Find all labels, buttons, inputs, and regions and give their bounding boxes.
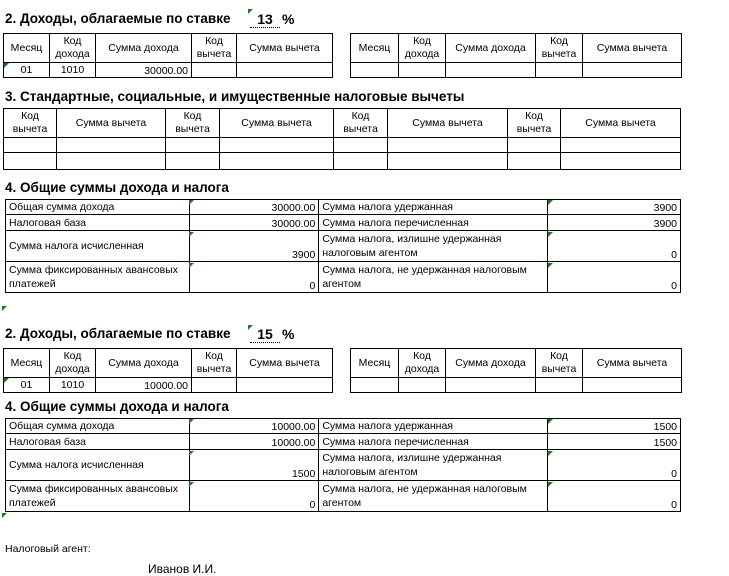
tax-transferred-label: Сумма налога перечисленная	[319, 434, 548, 450]
cell-comment-marker	[548, 200, 553, 205]
cell-comment-marker	[2, 306, 7, 311]
fixed-advance-label: Сумма фиксированных авансовых платежей	[6, 262, 190, 293]
cell-comment-marker	[189, 200, 194, 205]
header-income-code: Код дохода	[399, 349, 446, 378]
header-deduction-sum: Сумма вычета	[237, 349, 333, 378]
cell-income-sum[interactable]: 30000.00	[96, 63, 192, 78]
tax-withheld-label: Сумма налога удержанная	[319, 200, 548, 215]
header-deduction-code: Код вычета	[4, 109, 57, 138]
tax-rate-value[interactable]: 13	[250, 11, 280, 28]
cell-income-sum[interactable]	[446, 378, 536, 393]
cell[interactable]	[166, 138, 220, 153]
tax-withheld-value[interactable]: 3900	[548, 200, 681, 215]
percent-sign: %	[282, 11, 295, 27]
cell-comment-marker	[548, 263, 553, 268]
tax-withheld-value[interactable]: 1500	[548, 419, 681, 434]
fixed-advance-label: Сумма фиксированных авансовых платежей	[6, 481, 190, 512]
fixed-advance-value[interactable]: 0	[190, 262, 319, 293]
tax-not-withheld-value[interactable]: 0	[548, 481, 681, 512]
section-2-title: 2. Доходы, облагаемые по ставке	[5, 11, 231, 26]
cell-comment-marker	[4, 63, 9, 68]
cell-comment-marker	[548, 451, 553, 456]
tax-calculated-label: Сумма налога исчисленная	[6, 231, 190, 262]
cell[interactable]	[57, 138, 166, 153]
cell[interactable]	[220, 153, 334, 170]
cell-comment-marker	[189, 263, 194, 268]
tax-not-withheld-value[interactable]: 0	[548, 262, 681, 293]
header-month: Месяц	[4, 349, 50, 378]
header-month: Месяц	[351, 349, 399, 378]
cell[interactable]	[220, 138, 334, 153]
cell[interactable]	[388, 138, 508, 153]
cell-deduction-sum[interactable]	[583, 378, 682, 393]
cell[interactable]	[4, 138, 57, 153]
cell-comment-marker	[189, 451, 194, 456]
cell-comment-marker	[189, 482, 194, 487]
income-table-right-2	[350, 348, 682, 393]
income-table-right	[350, 33, 682, 78]
header-income-sum: Сумма дохода	[96, 34, 192, 63]
tax-calculated-label: Сумма налога исчисленная	[6, 450, 190, 481]
cell-comment-marker	[548, 482, 553, 487]
tax-overwithheld-label: Сумма налога, излишне удержанная налоговым агентом	[319, 231, 548, 262]
header-deduction-code: Код вычета	[536, 349, 583, 378]
header-deduction-code: Код вычета	[334, 109, 388, 138]
header-deduction-sum: Сумма вычета	[561, 109, 681, 138]
tax-withheld-label: Сумма налога удержанная	[319, 419, 548, 434]
header-income-code: Код дохода	[50, 349, 96, 378]
tax-not-withheld-label: Сумма налога, не удержанная налоговым агентом	[319, 262, 548, 293]
header-income-code: Код дохода	[399, 34, 446, 63]
cell-deduction-code[interactable]	[192, 378, 237, 393]
tax-not-withheld-label: Сумма налога, не удержанная налоговым агентом	[319, 481, 548, 512]
tax-base-label: Налоговая база	[6, 215, 190, 231]
cell[interactable]	[508, 153, 561, 170]
cell-deduction-code[interactable]	[192, 63, 237, 78]
tax-agent-label: Налоговый агент:	[5, 543, 91, 555]
cell-deduction-code[interactable]	[536, 378, 583, 393]
header-deduction-code: Код вычета	[192, 349, 237, 378]
header-deduction-code: Код вычета	[166, 109, 220, 138]
header-deduction-sum: Сумма вычета	[583, 34, 682, 63]
section-2b-title: 2. Доходы, облагаемые по ставке	[5, 326, 231, 341]
header-deduction-sum: Сумма вычета	[237, 34, 333, 63]
income-table-left	[3, 33, 333, 78]
percent-sign: %	[282, 326, 295, 342]
header-income-sum: Сумма дохода	[96, 349, 192, 378]
header-deduction-sum: Сумма вычета	[57, 109, 166, 138]
cell-income-code[interactable]: 1010	[50, 378, 96, 393]
header-month: Месяц	[351, 34, 399, 63]
section-4-title: 4. Общие суммы дохода и налога	[5, 180, 229, 195]
tax-transferred-value[interactable]: 3900	[548, 215, 681, 231]
header-deduction-sum: Сумма вычета	[220, 109, 334, 138]
cell-comment-marker	[548, 419, 553, 424]
cell[interactable]	[561, 153, 681, 170]
tax-base-value[interactable]: 10000.00	[190, 434, 319, 450]
totals-table-2	[5, 418, 681, 512]
cell-deduction-sum[interactable]	[583, 63, 682, 78]
signer-name: Иванов И.И.	[148, 562, 217, 576]
total-income-label: Общая сумма дохода	[6, 419, 190, 434]
tax-calculated-value[interactable]: 1500	[190, 450, 319, 481]
cell-income-sum[interactable]	[446, 63, 536, 78]
header-deduction-sum: Сумма вычета	[583, 349, 682, 378]
tax-overwithheld-value[interactable]: 0	[548, 450, 681, 481]
tax-overwithheld-value[interactable]: 0	[548, 231, 681, 262]
section-3-title: 3. Стандартные, социальные, и имущественные налоговые вычеты	[5, 89, 465, 104]
cell-month[interactable]	[351, 63, 399, 78]
cell-comment-marker	[2, 513, 7, 518]
tax-transferred-label: Сумма налога перечисленная	[319, 215, 548, 231]
total-income-value[interactable]: 10000.00	[190, 419, 319, 434]
cell[interactable]	[4, 153, 57, 170]
header-month: Месяц	[4, 34, 50, 63]
tax-base-value[interactable]: 30000.00	[190, 215, 319, 231]
total-income-label: Общая сумма дохода	[6, 200, 190, 215]
deductions-table	[3, 108, 681, 170]
header-income-code: Код дохода	[50, 34, 96, 63]
cell-income-code[interactable]	[399, 378, 446, 393]
header-deduction-code: Код вычета	[536, 34, 583, 63]
cell-comment-marker	[189, 232, 194, 237]
cell-deduction-code[interactable]	[536, 63, 583, 78]
fixed-advance-value[interactable]: 0	[190, 481, 319, 512]
header-income-sum: Сумма дохода	[446, 349, 536, 378]
cell[interactable]	[334, 138, 388, 153]
cell-comment-marker	[4, 378, 9, 383]
section-4b-title: 4. Общие суммы дохода и налога	[5, 399, 229, 414]
cell[interactable]	[166, 153, 220, 170]
cell-deduction-sum[interactable]	[237, 63, 333, 78]
cell[interactable]	[334, 153, 388, 170]
tax-transferred-value[interactable]: 1500	[548, 434, 681, 450]
cell-income-code[interactable]	[399, 63, 446, 78]
tax-calculated-value[interactable]: 3900	[190, 231, 319, 262]
cell-month[interactable]: 01	[4, 63, 50, 78]
total-income-value[interactable]: 30000.00	[190, 200, 319, 215]
cell-income-sum[interactable]: 10000.00	[96, 378, 192, 393]
cell-income-code[interactable]: 1010	[50, 63, 96, 78]
cell[interactable]	[561, 138, 681, 153]
header-deduction-code: Код вычета	[192, 34, 237, 63]
income-table-left-2	[3, 348, 333, 393]
cell-comment-marker	[548, 232, 553, 237]
cell[interactable]	[388, 153, 508, 170]
cell-deduction-sum[interactable]	[237, 378, 333, 393]
cell-month[interactable]: 01	[4, 378, 50, 393]
tax-overwithheld-label: Сумма налога, излишне удержанная налоговым агентом	[319, 450, 548, 481]
header-deduction-sum: Сумма вычета	[388, 109, 508, 138]
cell[interactable]	[508, 138, 561, 153]
header-income-sum: Сумма дохода	[446, 34, 536, 63]
cell[interactable]	[57, 153, 166, 170]
cell-comment-marker	[189, 419, 194, 424]
cell-month[interactable]	[351, 378, 399, 393]
totals-table-1	[5, 199, 681, 293]
header-deduction-code: Код вычета	[508, 109, 561, 138]
tax-base-label: Налоговая база	[6, 434, 190, 450]
tax-rate-value[interactable]: 15	[250, 326, 280, 343]
